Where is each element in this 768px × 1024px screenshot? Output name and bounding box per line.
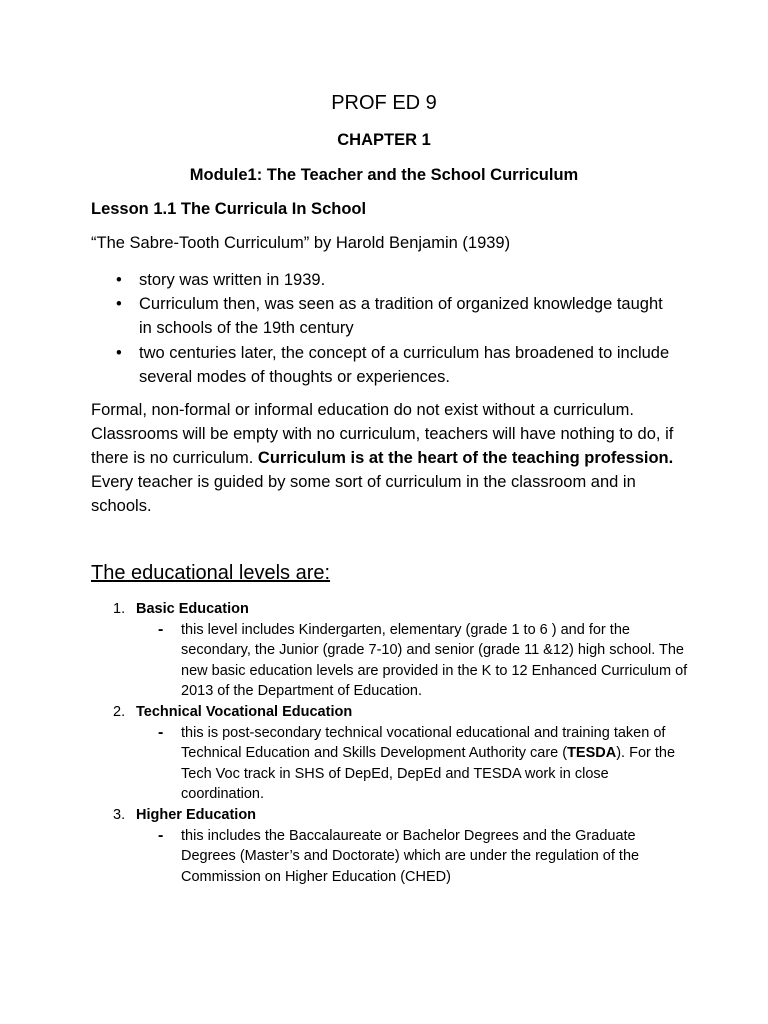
chapter-heading: CHAPTER 1 [337, 131, 431, 149]
dash-icon: - [158, 620, 164, 638]
bullet-icon: • [116, 271, 122, 289]
story-reference: “The Sabre-Tooth Curriculum” by Harold Benjamin (1939) [91, 234, 511, 252]
lesson-heading: Lesson 1.1 The Curricula In School [91, 200, 367, 218]
list-item: • two centuries later, the concept of a curriculum has broadened to include several modes of thoughts or experiences. [91, 341, 671, 389]
level-description: - this is post-secondary technical vocational educational and training taken of Technical Education and Skills Development Authority care (TESDA). For the Tech Voc track in SHS of DepEd, DepEd and TESDA work in close coordination. [158, 723, 676, 803]
list-item: • Curriculum then, was seen as a tradition of organized knowledge taught in schools of the 19th century [91, 292, 671, 340]
bullet-icon: • [116, 343, 122, 362]
levels-heading: The educational levels are: [91, 562, 331, 584]
bullet-list [91, 268, 671, 389]
emphasis-text: TESDA [567, 745, 617, 762]
list-number: 2. [113, 703, 126, 720]
levels-list [91, 599, 691, 887]
dash-icon: - [158, 826, 164, 844]
list-item [91, 702, 691, 805]
list-item: • story was written in 1939. [91, 268, 671, 292]
level-title: Technical Vocational Education [136, 703, 353, 720]
module-heading: Module1: The Teacher and the School Curriculum [189, 166, 579, 184]
level-description: - this includes the Baccalaureate or Bachelor Degrees and the Graduate Degrees (Master’s and Doctorate) which are under the regulation of the Commission on Higher Education (CHED) [158, 826, 640, 885]
dash-icon: - [158, 723, 164, 741]
level-title: Higher Education [136, 806, 257, 823]
list-item [91, 599, 691, 702]
bullet-icon: • [116, 295, 122, 314]
level-description: - this level includes Kindergarten, elementary (grade 1 to 6 ) and for the secondary, the Junior (grade 7-10) and senior (grade 11 &12) high school. The new basic education levels are provided in the K to 12 Enhanced Curriculum of 2013 of the Department of Education. [158, 620, 688, 700]
level-title: Basic Education [136, 601, 249, 617]
list-number: 3. [113, 806, 126, 823]
document-title: PROF ED 9 [331, 92, 437, 114]
list-number: 1. [113, 601, 126, 617]
emphasis-text: Curriculum is at the heart of the teaching profession. [257, 449, 674, 467]
list-item [91, 805, 691, 887]
body-paragraph: Formal, non-formal or informal education do not exist without a curriculum. Classrooms will be empty with no curriculum, teachers will have nothing to do, if there is no curriculum. Curriculum is at the heart of the teaching profession. Every teacher is guided by some sort of curriculum in the classroom and in schools. [91, 401, 674, 515]
